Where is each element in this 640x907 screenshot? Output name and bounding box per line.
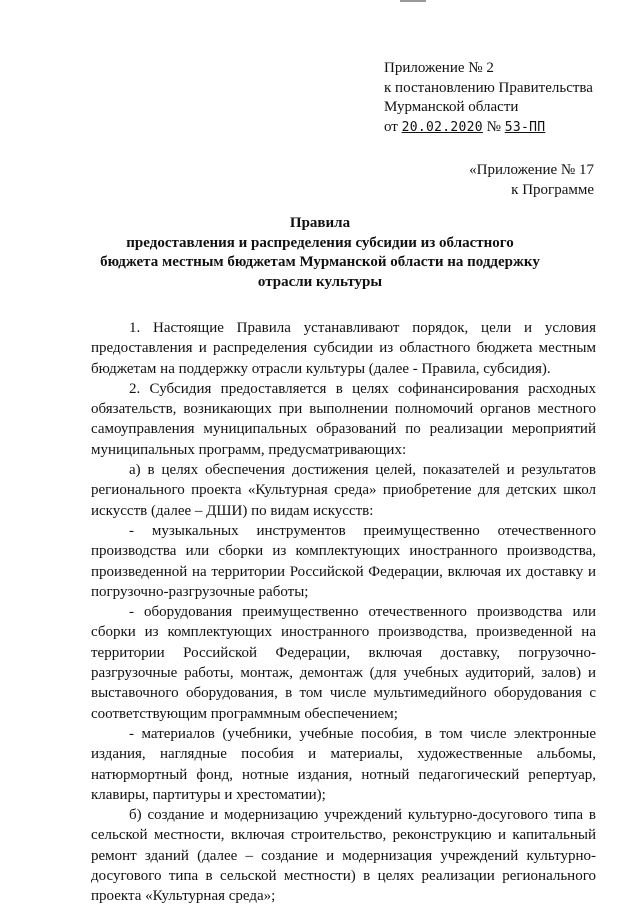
resolution-date: 20.02.2020 xyxy=(401,119,483,135)
annex-resolution: к постановлению Правительства xyxy=(384,79,593,96)
annex-number: Приложение № 2 xyxy=(384,60,494,76)
document-body xyxy=(91,318,596,907)
paragraph: 2. Субсидия предоставляется в целях софинансирования расходных обязательств, возникающих при выполнении полномочий органов местного самоуправления муниципальных образований по реализации мероприятий муниципальных программ, предусматривающих: xyxy=(91,380,596,458)
paragraph: а) в целях обеспечения достижения целей, показателей и результатов регионального проекта «Культурная среда» приобретение для детских школ искусств (далее – ДШИ) по видам искусств: xyxy=(91,462,596,519)
paragraph: б) создание и модернизацию учреждений культурно-досугового типа в сельской местности, включая строительство, реконструкцию и капитальный ремонт зданий (далее – создание и модернизация учреждений культурно-досугового типа в сельской местности) в целях реализации регионального проекта «Культурная среда»; xyxy=(91,807,596,905)
paragraph: 1. Настоящие Правила устанавливают порядок, цели и условия предоставления и распределения субсидии из областного бюджета местным бюджетам на поддержку отрасли культуры (далее - Правила, субсидия). xyxy=(91,320,596,377)
resolution-number: 53-ПП xyxy=(504,119,546,135)
annex-header xyxy=(384,59,593,137)
program-annex-ref: к Программе xyxy=(511,182,594,198)
paragraph: - оборудования преимущественно отечественного производства или сборки из комплектующих иностранного производства, произведенной на территории Российской Федерации, включая доставку, погрузочно-разгрузочные работы, монтаж, демонтаж (для учебных аудиторий, залов) и выставочного оборудования, в том числе мультимедийного оборудования с соответствующим программным обеспечением; xyxy=(91,604,596,722)
number-prefix: № xyxy=(486,118,501,135)
annex-date-line xyxy=(384,118,593,138)
scan-mark xyxy=(400,0,426,2)
document-title xyxy=(100,214,540,292)
program-annex-number: «Приложение № 17 xyxy=(469,162,594,178)
paragraph: - материалов (учебники, учебные пособия, в том числе электронные издания, наглядные пособия и материалы, художественные альбомы, натюрмортный фонд, нотные издания, нотный педагогический репертуар, клавиры, партитуры и хрестоматии); xyxy=(91,725,596,803)
title-line: Правила xyxy=(289,215,351,231)
title-line: предоставления и распределения субсидии из областного xyxy=(126,234,514,251)
program-annex xyxy=(469,160,594,200)
annex-region: Мурманской области xyxy=(384,99,519,115)
title-line: бюджета местным бюджетам Мурманской области на поддержку xyxy=(100,254,540,270)
paragraph: - музыкальных инструментов преимущественно отечественного производства или сборки из комплектующих иностранного производства, произведенной на территории Российской Федерации, включая их доставку и погрузочно-разгрузочные работы; xyxy=(91,522,596,600)
title-line: отрасли культуры xyxy=(257,273,383,290)
date-prefix: от xyxy=(384,118,398,135)
